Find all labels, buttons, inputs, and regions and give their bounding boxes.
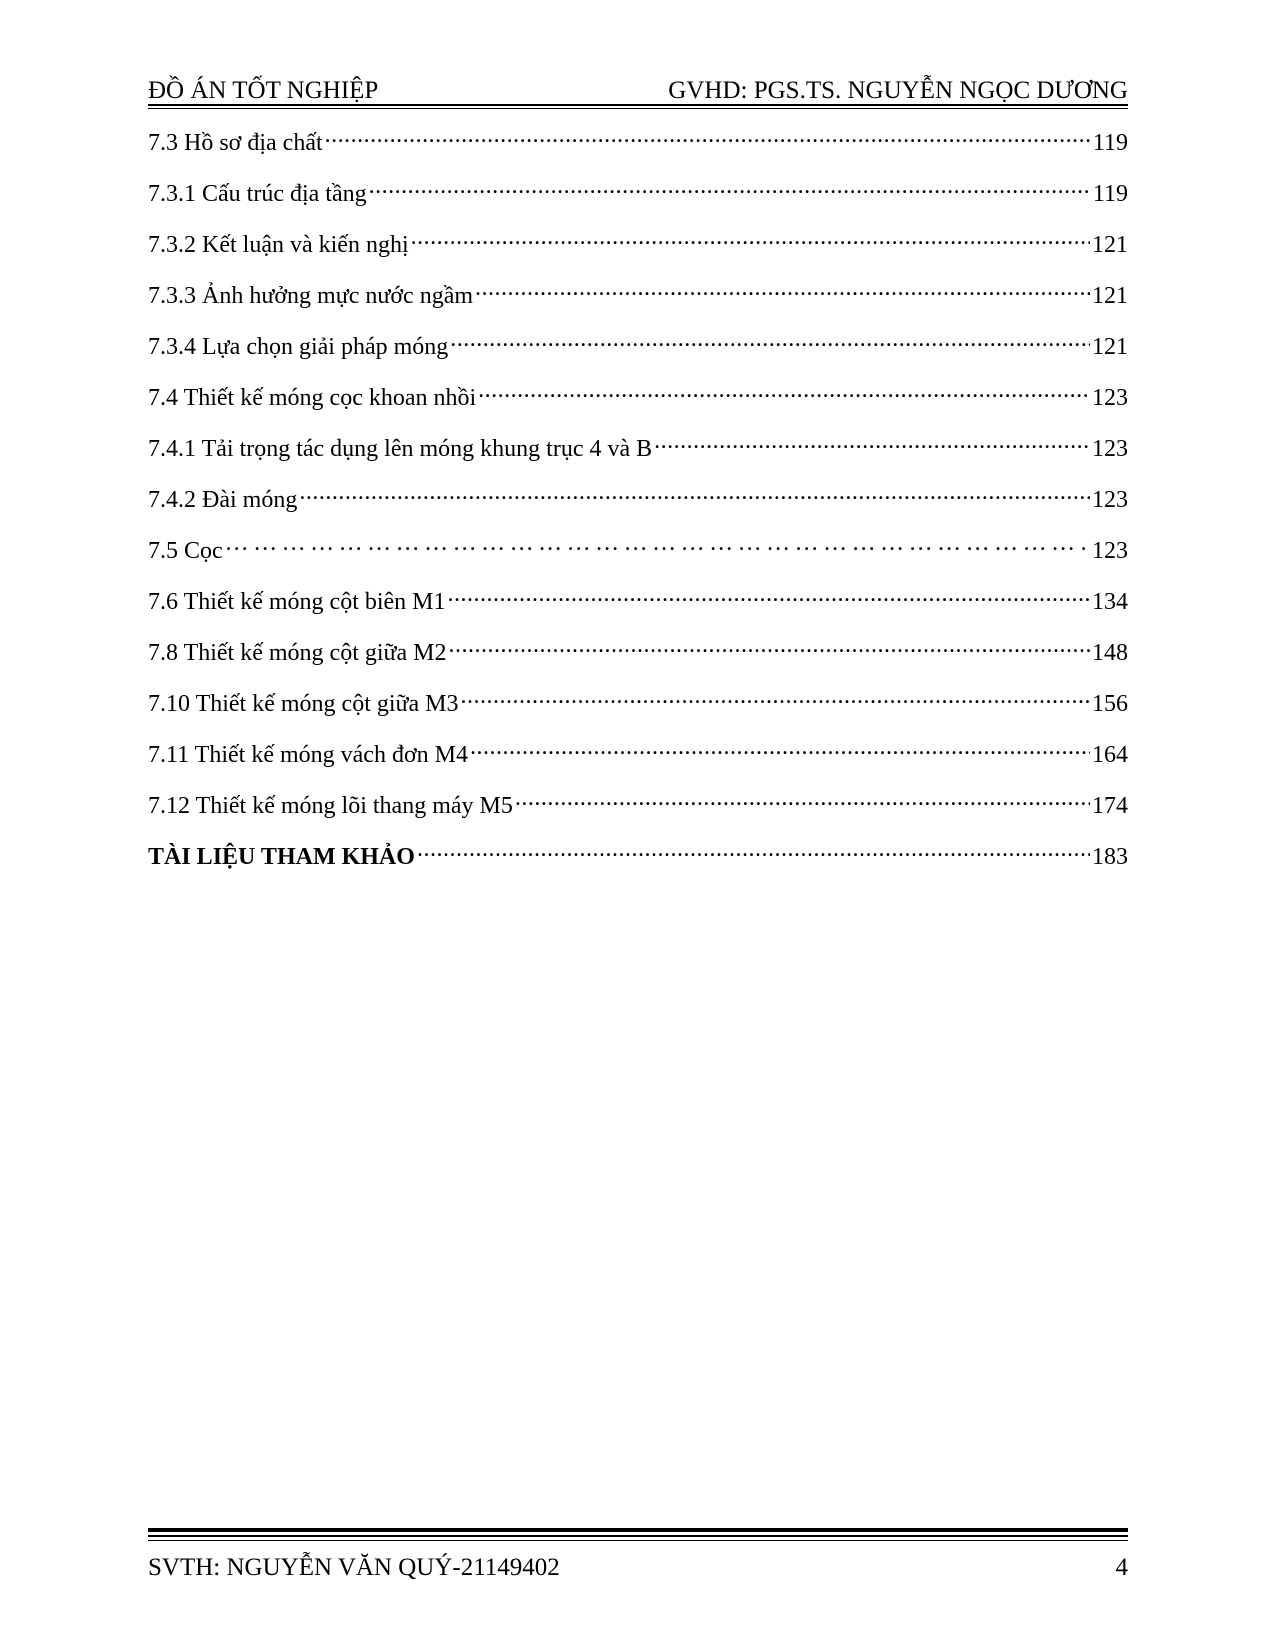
toc-entry[interactable]	[148, 222, 1128, 273]
header-divider	[148, 104, 1128, 106]
toc-entry-title: 7.4 Thiết kế móng cọc khoan nhồi	[148, 385, 477, 411]
toc-entry[interactable]	[148, 528, 1128, 579]
toc-entry-page: 183	[1092, 844, 1128, 870]
toc-entry-title: 7.4.1 Tải trọng tác dụng lên móng khung trục 4 và B	[148, 436, 653, 462]
toc-leader	[475, 273, 1090, 303]
toc-entry[interactable]	[148, 732, 1128, 783]
footer-divider-thick	[148, 1528, 1128, 1532]
toc-entry-title: 7.11 Thiết kế móng vách đơn M4	[148, 742, 468, 768]
toc-leader	[448, 579, 1090, 609]
toc-entry-page: 121	[1092, 232, 1128, 258]
toc-entry-title: 7.8 Thiết kế móng cột giữa M2	[148, 640, 447, 666]
toc-entry-page: 119	[1092, 130, 1128, 156]
toc-entry[interactable]	[148, 426, 1128, 477]
toc-leader	[225, 528, 1090, 558]
toc-leader	[449, 630, 1090, 660]
toc-entry-page: 164	[1092, 742, 1128, 768]
toc-entry[interactable]	[148, 630, 1128, 681]
page-number: 4	[1115, 1554, 1128, 1581]
toc-entry-title: 7.3.1 Cấu trúc địa tầng	[148, 181, 367, 207]
toc-leader	[417, 834, 1090, 864]
toc-entry-page: 123	[1092, 436, 1128, 462]
toc-entry[interactable]	[148, 273, 1128, 324]
toc-entry-page: 119	[1092, 181, 1128, 207]
toc-entry-title: 7.6 Thiết kế móng cột biên M1	[148, 589, 446, 615]
toc-entry-page: 134	[1092, 589, 1128, 615]
toc-leader	[515, 783, 1090, 813]
toc-entry-page: 123	[1092, 385, 1128, 411]
toc-entry[interactable]	[148, 783, 1128, 834]
toc-entry-title: 7.5 Cọc	[148, 538, 223, 564]
toc-entry-title: 7.3.3 Ảnh hưởng mực nước ngầm	[148, 283, 474, 309]
toc-entry-title: 7.4.2 Đài móng	[148, 487, 298, 513]
toc-entry-page: 123	[1092, 538, 1128, 564]
toc-leader	[461, 681, 1090, 711]
toc-entry-title: 7.3.2 Kết luận và kiến nghị	[148, 232, 409, 258]
toc-leader	[411, 222, 1090, 252]
header-divider-thin	[148, 108, 1128, 109]
toc-entry[interactable]	[148, 171, 1128, 222]
toc-entry[interactable]	[148, 375, 1128, 426]
student-label: SVTH: NGUYỄN VĂN QUÝ-21149402	[148, 1554, 560, 1581]
supervisor-label: GVHD: PGS.TS. NGUYỄN NGỌC DƯƠNG	[668, 77, 1128, 104]
toc-entry-page: 174	[1092, 793, 1128, 819]
toc-leader	[450, 324, 1090, 354]
toc-leader	[325, 120, 1091, 150]
toc-entry-title: 7.12 Thiết kế móng lõi thang máy M5	[148, 793, 513, 819]
toc-entry-title: 7.3 Hồ sơ địa chất	[148, 130, 323, 156]
toc-entry[interactable]	[148, 579, 1128, 630]
toc-entry-page: 123	[1092, 487, 1128, 513]
toc-entry-page: 156	[1092, 691, 1128, 717]
toc-entry-page: 148	[1092, 640, 1128, 666]
toc-entry-title: 7.10 Thiết kế móng cột giữa M3	[148, 691, 459, 717]
toc-leader	[470, 732, 1090, 762]
toc-entry-page: 121	[1092, 283, 1128, 309]
page-footer	[148, 1553, 1128, 1583]
toc-leader	[369, 171, 1091, 201]
toc-entry[interactable]	[148, 681, 1128, 732]
page-header	[148, 72, 1128, 106]
toc-entry[interactable]	[148, 120, 1128, 171]
toc-entry-page: 121	[1092, 334, 1128, 360]
toc-leader	[299, 477, 1090, 507]
toc-entry-references[interactable]	[148, 834, 1128, 885]
toc-entry-title: 7.3.4 Lựa chọn giải pháp móng	[148, 334, 449, 360]
footer-divider	[148, 1535, 1128, 1537]
footer-divider-thin	[148, 1540, 1128, 1541]
table-of-contents	[148, 120, 1128, 885]
toc-entry-title: TÀI LIỆU THAM KHẢO	[148, 844, 415, 870]
toc-leader	[478, 375, 1090, 405]
toc-entry[interactable]	[148, 324, 1128, 375]
toc-leader	[654, 426, 1090, 456]
toc-entry[interactable]	[148, 477, 1128, 528]
thesis-label: ĐỒ ÁN TỐT NGHIỆP	[148, 77, 379, 104]
